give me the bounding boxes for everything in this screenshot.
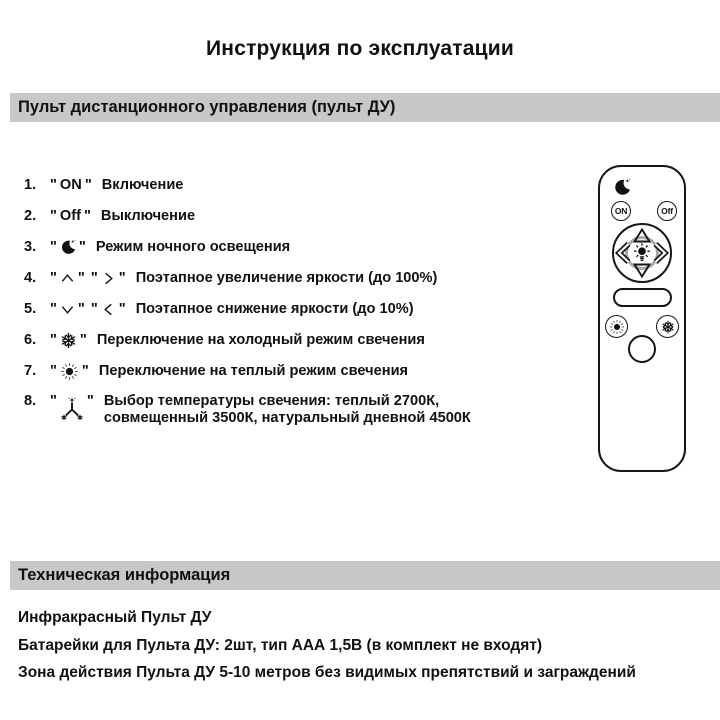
brightness-dpad <box>611 222 673 284</box>
quote-mark: " <box>50 239 57 255</box>
section-header-tech-label: Техническая информация <box>18 566 231 584</box>
quote-mark: " <box>50 177 57 193</box>
instruction-item-7 <box>24 362 572 380</box>
quote-mark: " <box>118 301 126 317</box>
item-text <box>104 393 471 427</box>
tech-line-1: Инфракрасный Пульт ДУ <box>18 609 212 626</box>
item-number: 1. <box>24 177 37 193</box>
item-text: Поэтапное увеличение яркости (до 100%) <box>135 270 438 286</box>
moon-icon <box>60 239 76 255</box>
sun-icon <box>60 362 79 381</box>
instruction-item-3 <box>24 238 572 256</box>
quote-mark: " <box>50 363 57 379</box>
quote-mark: " <box>86 393 94 409</box>
remote-off-button <box>657 201 677 221</box>
item-text-line1: Выбор температуры свечения: теплый 2700К, <box>103 393 440 409</box>
remote-off-label: Off <box>661 206 673 216</box>
quote-mark: " <box>118 270 126 286</box>
instruction-item-1 <box>24 176 572 194</box>
quote-mark: " <box>84 177 92 193</box>
instruction-item-8 <box>24 393 572 427</box>
quote-mark: " <box>77 270 85 286</box>
page-title: Инструкция по эксплуатации <box>206 37 514 60</box>
remote-on-label: ON <box>614 206 628 216</box>
quote-mark: " <box>50 208 57 224</box>
remote-warm-mode-button <box>605 315 628 338</box>
chevron-right-icon <box>101 271 116 286</box>
remote-on-button <box>611 201 631 221</box>
chevron-left-icon <box>101 302 116 317</box>
chevron-down-icon <box>60 302 75 317</box>
remote-illustration <box>598 165 686 472</box>
section-header-remote-label: Пульт дистанционного управления (пульт ДУ) <box>18 98 396 116</box>
instruction-item-6 <box>24 331 572 349</box>
section-header-remote <box>10 93 720 122</box>
quote-mark: " <box>90 301 98 317</box>
item-number: 7. <box>24 363 37 379</box>
item-number: 5. <box>24 301 37 317</box>
item-number: 6. <box>24 332 37 348</box>
instruction-item-4 <box>24 269 572 287</box>
item-text-line2: совмещенный 3500К, натуральный дневной 4500К <box>103 410 471 426</box>
remote-pill-button <box>613 288 672 307</box>
item-text: Переключение на холодный режим свечения <box>96 332 425 348</box>
quote-mark: " <box>79 332 87 348</box>
sun-icon <box>609 319 625 335</box>
item-number: 4. <box>24 270 37 286</box>
color-temp-icon <box>60 397 84 421</box>
remote-cold-mode-button <box>656 315 679 338</box>
instruction-item-5 <box>24 300 572 318</box>
item-text: Переключение на теплый режим свечения <box>98 363 409 379</box>
remote-round-button <box>628 335 656 363</box>
item-text: Режим ночного освещения <box>95 239 291 255</box>
quote-mark: " <box>50 301 57 317</box>
quote-mark: " <box>50 393 57 409</box>
snowflake-icon <box>661 320 675 334</box>
item-number: 2. <box>24 208 37 224</box>
item-number: 3. <box>24 239 37 255</box>
tech-info <box>18 604 636 687</box>
tech-line-2: Батарейки для Пульта ДУ: 2шт, тип ААА 1,5В (в комплект не входят) <box>18 636 543 654</box>
snowflake-icon <box>60 332 77 349</box>
item-text: Включение <box>101 177 184 193</box>
quote-mark: " <box>77 301 85 317</box>
chevron-up-icon <box>60 271 75 286</box>
instruction-list <box>24 176 572 440</box>
instruction-item-2 <box>24 207 572 225</box>
quote-mark: " <box>50 270 57 286</box>
item-text: Поэтапное снижение яркости (до 10%) <box>135 301 414 317</box>
quote-mark: " <box>90 270 98 286</box>
off-label: Off <box>59 208 81 224</box>
quote-mark: " <box>84 208 91 224</box>
item-number: 8. <box>24 393 37 409</box>
quote-mark: " <box>78 239 86 255</box>
quote-mark: " <box>81 363 89 379</box>
tech-line-3: Зона действия Пульта ДУ 5-10 метров без видимых препятствий и заграждений <box>18 664 636 681</box>
quote-mark: " <box>50 332 57 348</box>
on-label: ON <box>59 177 82 193</box>
section-header-tech <box>10 561 720 590</box>
item-text: Выключение <box>100 208 196 224</box>
night-mode-icon <box>613 178 631 196</box>
